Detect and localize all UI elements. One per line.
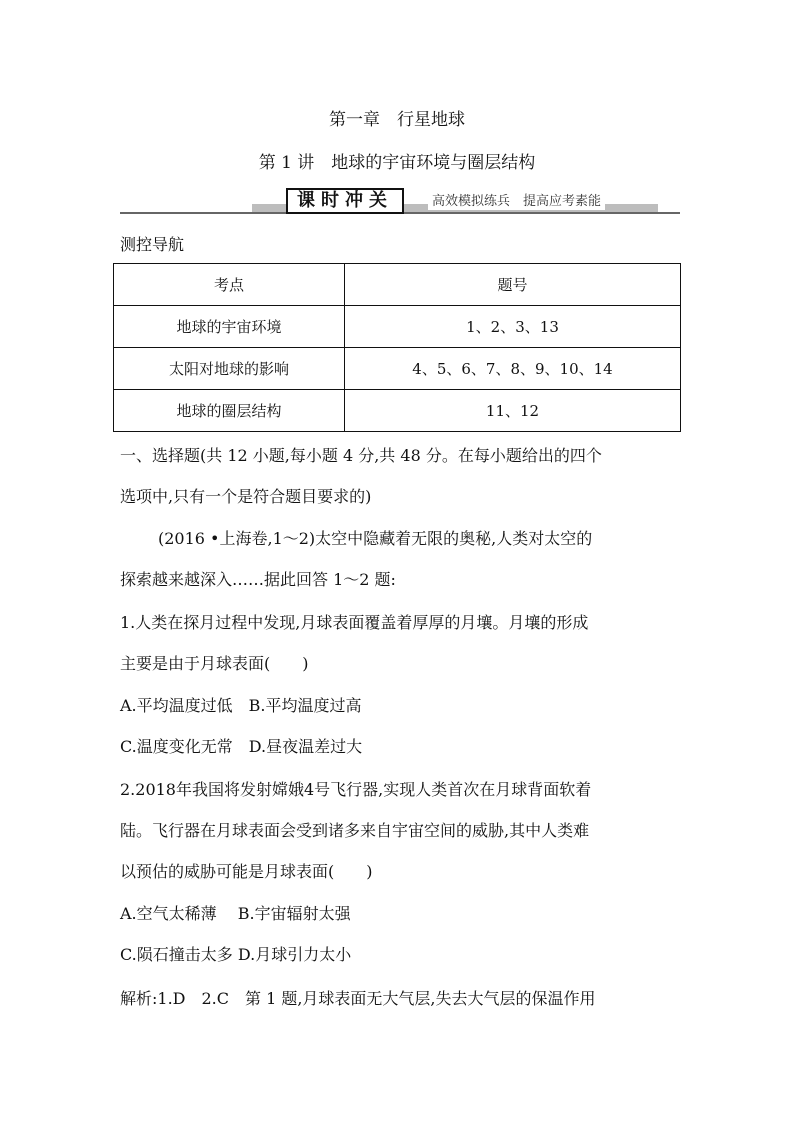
section-banner — [120, 188, 680, 218]
section-instructions-line: 一、选择题(共 12 小题,每小题 4 分,共 48 分。在每小题给出的四个 — [120, 446, 602, 465]
question-1-options: A.平均温度过低 B.平均温度过高 — [120, 696, 362, 715]
question-2-stem: 陆。飞行器在月球表面会受到诸多来自宇宙空间的威胁,其中人类难 — [120, 821, 590, 840]
chapter-title: 第一章 行星地球 — [329, 110, 465, 130]
table-cell-topic: 地球的宇宙环境 — [114, 306, 345, 348]
table-header-row — [114, 264, 681, 306]
section-instructions-line: 选项中,只有一个是符合题目要求的) — [120, 487, 372, 506]
answer-explanation: 解析:1.D 2.C 第 1 题,月球表面无大气层,失去大气层的保温作用 — [120, 989, 596, 1008]
intro-line: 探索越来越深入……据此回答 1～2 题: — [120, 570, 396, 589]
nav-table — [113, 263, 681, 432]
table-row — [114, 306, 681, 348]
header-cell-question: 题号 — [345, 264, 681, 306]
question-2-stem: 2.2018年我国将发射嫦娥4号飞行器,实现人类首次在月球背面软着 — [120, 780, 592, 799]
lesson-title: 第 1 讲 地球的宇宙环境与圈层结构 — [258, 153, 536, 173]
question-1-options: C.温度变化无常 D.昼夜温差过大 — [120, 737, 363, 756]
question-2-options: A.空气太稀薄 B.宇宙辐射太强 — [120, 904, 351, 923]
question-1-stem: 1.人类在探月过程中发现,月球表面覆盖着厚厚的月壤。月壤的形成 — [120, 613, 589, 632]
nav-label: 测控导航 — [120, 235, 185, 254]
table-cell-topic: 太阳对地球的影响 — [114, 348, 345, 390]
question-2-options: C.陨石撞击太多 D.月球引力太小 — [120, 945, 352, 964]
table-cell-topic: 地球的圈层结构 — [114, 390, 345, 432]
banner-slogan: 高效模拟练兵 提高应考素能 — [428, 194, 605, 210]
table-cell-questions: 11、12 — [345, 390, 681, 432]
intro-line: (2016 •上海卷,1～2)太空中隐藏着无限的奥秘,人类对太空的 — [158, 529, 593, 548]
table-cell-questions: 1、2、3、13 — [345, 306, 681, 348]
table-row — [114, 348, 681, 390]
question-1-stem: 主要是由于月球表面( ) — [120, 654, 309, 673]
table-row — [114, 390, 681, 432]
question-2-stem: 以预估的威胁可能是月球表面( ) — [120, 862, 373, 881]
header-cell-topic: 考点 — [114, 264, 345, 306]
banner-title: 课时冲关 — [286, 188, 404, 214]
table-cell-questions: 4、5、6、7、8、9、10、14 — [345, 348, 681, 390]
